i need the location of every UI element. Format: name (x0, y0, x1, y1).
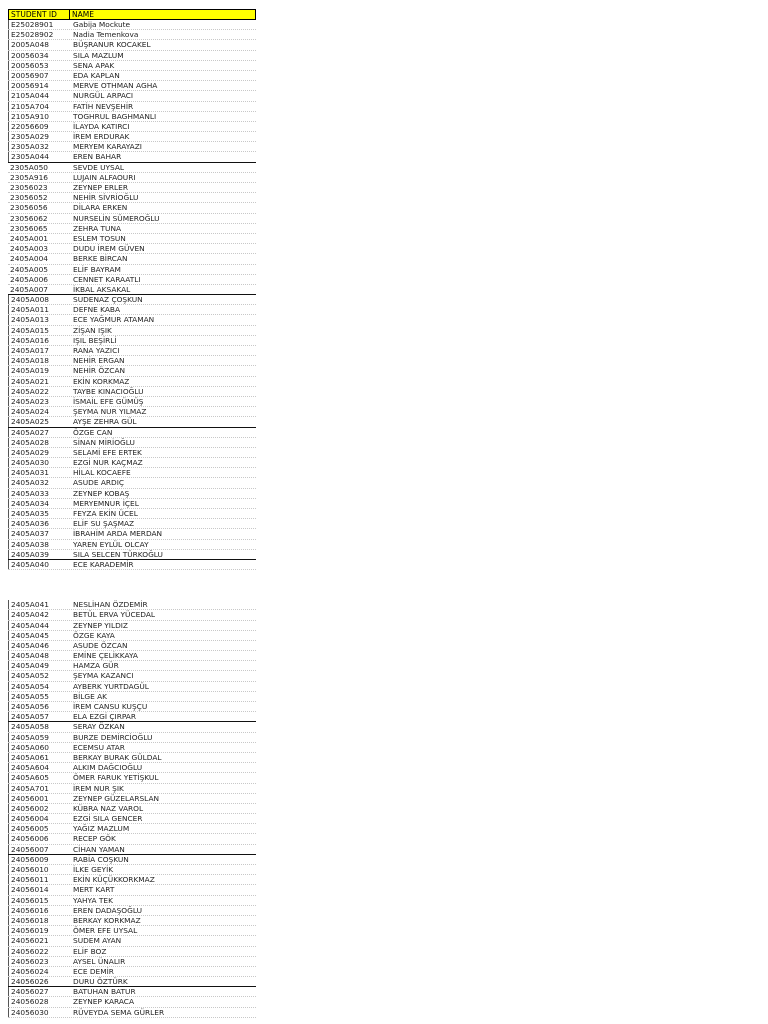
student-id-cell: 2405A039 (8, 550, 71, 559)
table-row (8, 926, 256, 936)
student-id-cell: 2405A006 (10, 274, 48, 284)
table-row (8, 896, 256, 906)
student-name-cell: NEHİR SİVRİOĞLU (73, 193, 139, 203)
table-row (8, 285, 256, 295)
table-row (8, 702, 256, 712)
table-row (8, 346, 256, 356)
student-id-cell: 24056010 (8, 865, 71, 874)
student-name-cell: DURU ÖZTÜRK (73, 977, 128, 987)
student-name-cell: ŞEYMA KAZANCI (73, 671, 134, 681)
table-row (8, 865, 256, 875)
table-row (8, 692, 256, 702)
student-id-cell: 2405A013 (8, 315, 71, 324)
student-name-cell: SUDEM AYAN (73, 936, 122, 946)
table-row (8, 295, 256, 305)
table-row (8, 499, 256, 509)
student-name-cell: IŞIL BEŞİRLİ (73, 335, 117, 345)
table-row (8, 773, 256, 783)
student-id-cell: 24056004 (8, 814, 71, 823)
student-name-cell: LUJAIN ALFAOURI (73, 172, 136, 182)
student-id-cell: 24056005 (8, 824, 71, 833)
table-row (8, 845, 256, 855)
table-row (8, 152, 256, 162)
table-row (8, 91, 256, 101)
student-name-cell: ÖMER FARUK YETİŞKUL (73, 773, 159, 783)
student-id-cell: 2405A022 (8, 387, 71, 396)
student-id-cell: 2405A025 (8, 417, 71, 426)
student-id-cell: 2405A056 (8, 702, 71, 711)
student-id-cell: 2405A028 (8, 438, 71, 447)
table-row (8, 489, 256, 499)
table-row (8, 936, 256, 946)
student-id-header: STUDENT ID (9, 10, 70, 19)
table-row (8, 722, 256, 732)
student-group-2 (8, 600, 256, 1018)
table-row (8, 183, 256, 193)
student-name-cell: İREM ERDURAK (73, 132, 130, 142)
student-name-cell: İKBAL AKSAKAL (73, 284, 131, 294)
table-row (8, 448, 256, 458)
student-id-cell: 2405A701 (8, 784, 71, 793)
table-row (8, 336, 256, 346)
student-name-cell: SİNAN MİRİOĞLU (73, 437, 135, 447)
table-row (8, 366, 256, 376)
student-id-cell: 2405A038 (8, 540, 71, 549)
student-name-cell: MERT KART (73, 885, 115, 895)
student-id-cell: 2405A015 (8, 326, 71, 335)
student-name-cell: ELA EZGİ ÇIRPAR (73, 712, 137, 722)
student-group-1 (8, 20, 256, 570)
student-name-cell: NEHİR ERGAN (73, 356, 125, 366)
student-id-cell: 23056052 (10, 193, 48, 203)
student-id-cell: 2405A007 (10, 284, 48, 294)
table-row (8, 550, 256, 560)
table-row (8, 947, 256, 957)
student-id-cell: 2405A034 (8, 499, 71, 508)
table-row (8, 824, 256, 834)
student-id-cell: 24056007 (8, 845, 71, 854)
student-id-cell: 24056014 (8, 885, 71, 894)
table-row (8, 224, 256, 234)
table-row (8, 407, 256, 417)
student-id-cell: 24056023 (8, 957, 71, 966)
student-id-cell: E25028901 (8, 20, 71, 29)
table-row (8, 478, 256, 488)
table-row (8, 458, 256, 468)
student-id-cell: 2405A058 (8, 722, 71, 731)
student-name-cell: BATUHAN BATUR (73, 987, 136, 997)
student-name-cell: ASUDE ARDIÇ (73, 478, 125, 488)
student-name-cell: ZİŞAN IŞIK (73, 325, 112, 335)
student-name-cell: İLKE GEYİK (73, 865, 114, 874)
student-id-cell: 24056019 (8, 926, 71, 935)
student-id-cell: 24056009 (8, 855, 71, 864)
student-name-cell: BERKAY BURAK GÜLDAL (73, 752, 162, 762)
student-name-cell: ZEYNEP GÜZELARSLAN (73, 793, 160, 803)
student-id-cell: 2405A016 (8, 336, 71, 345)
student-name-cell: TAYBE KINACIOĞLU (73, 386, 144, 396)
student-id-cell: 24056002 (8, 804, 71, 813)
student-id-cell: 2405A044 (8, 621, 71, 630)
student-name-cell: EDA KAPLAN (73, 70, 120, 80)
student-name-cell: FEYZA EKİN ÜCEL (73, 509, 138, 518)
table-row (8, 529, 256, 539)
student-id-cell: 2405A033 (8, 489, 71, 498)
student-name-cell: EZGİ SILA GENCER (73, 814, 143, 824)
table-row (8, 753, 256, 763)
table-row (8, 387, 256, 397)
student-id-cell: E25028902 (8, 30, 71, 39)
student-name-cell: NURSELİN SÜMEROĞLU (73, 213, 160, 223)
student-name-cell: ALKIM DAĞCIOĞLU (73, 763, 143, 773)
student-id-cell: 24056028 (8, 997, 71, 1006)
table-row (8, 203, 256, 213)
student-id-cell: 24056018 (8, 916, 71, 925)
student-name-cell: ESLEM TOSUN (73, 233, 126, 243)
student-name-cell: ELİF BOZ (73, 946, 107, 956)
student-id-cell: 2405A031 (8, 468, 71, 477)
student-name-cell: ELİF BAYRAM (73, 264, 121, 274)
student-name-cell: BİLGE AK (73, 691, 108, 701)
student-id-cell: 2405A005 (10, 264, 48, 274)
table-row (8, 916, 256, 926)
student-name-cell: ÖZGE KAYA (73, 630, 115, 640)
student-id-cell: 2405A052 (8, 671, 71, 680)
student-name-cell: SENA APAK (73, 60, 115, 70)
table-row (8, 600, 256, 610)
student-name-cell: HİLAL KOCAEFE (73, 468, 131, 478)
student-id-cell: 20056914 (8, 81, 71, 90)
student-id-cell: 2405A019 (8, 366, 71, 375)
student-name-cell: BURZE DEMİRCİOĞLU (73, 732, 153, 742)
table-row (8, 540, 256, 550)
student-name-cell: ECEMSU ATAR (73, 742, 125, 752)
student-id-cell: 2305A050 (10, 162, 48, 172)
table-header (8, 9, 256, 20)
student-name-cell: RÜVEYDA SEMA GÜRLER (73, 1007, 165, 1017)
table-row (8, 977, 256, 987)
table-row (8, 631, 256, 641)
table-row (8, 468, 256, 478)
student-id-cell: 23056062 (10, 213, 48, 223)
student-id-cell: 2405A018 (8, 356, 71, 365)
student-name-cell: YAREN EYLÜL OLCAY (73, 539, 149, 549)
student-id-cell: 2405A023 (8, 397, 71, 406)
table-row (8, 122, 256, 132)
student-name-cell: SERAY ÖZKAN (73, 722, 125, 732)
student-name-cell: İREM NUR ŞIK (73, 783, 124, 793)
student-name-cell: NURGÜL ARPACI (73, 91, 134, 101)
student-name-cell: BERKAY KORKMAZ (73, 915, 141, 925)
student-id-cell: 24056021 (8, 936, 71, 945)
table-row (8, 142, 256, 152)
student-id-cell: 2405A604 (8, 763, 71, 772)
table-row (8, 214, 256, 224)
student-id-cell: 24056016 (8, 906, 71, 915)
table-row (8, 712, 256, 722)
table-row (8, 315, 256, 325)
student-name-cell: NESLİHAN ÖZDEMİR (73, 600, 148, 610)
student-id-cell: 2405A029 (8, 448, 71, 457)
table-row (8, 417, 256, 427)
student-id-cell: 2305A916 (10, 172, 48, 182)
student-id-cell: 2405A017 (8, 346, 71, 355)
table-row (8, 112, 256, 122)
student-name-cell: SILA SELCEN TÜRKOĞLU (73, 549, 163, 559)
student-id-cell: 24056026 (8, 977, 71, 986)
student-id-cell: 2405A037 (8, 529, 71, 538)
student-id-cell: 2405A059 (8, 733, 71, 742)
table-row (8, 997, 256, 1007)
table-row (8, 20, 256, 30)
table-row (8, 438, 256, 448)
table-row (8, 957, 256, 967)
student-id-cell: 2405A004 (10, 254, 48, 264)
table-row (8, 682, 256, 692)
student-name-cell: CİHAN YAMAN (73, 844, 125, 854)
student-name-cell: İREM CANSU KUŞÇU (73, 702, 148, 711)
table-row (8, 30, 256, 40)
table-row (8, 1008, 256, 1018)
student-id-cell: 2405A061 (8, 753, 71, 762)
table-row (8, 661, 256, 671)
student-id-cell: 2405A041 (8, 600, 71, 609)
student-name-cell: ÖMER EFE UYSAL (73, 926, 138, 936)
table-row (8, 509, 256, 519)
student-name-cell: HAMZA GÜR (73, 661, 119, 671)
student-name-cell: YAĞIZ MAZLUM (73, 824, 130, 834)
student-name-cell: RABİA COŞKUN (73, 854, 129, 864)
student-name-cell: YAHYA TEK (73, 895, 113, 905)
table-row (8, 794, 256, 804)
student-id-cell: 20056053 (8, 61, 71, 70)
student-name-cell: KÜBRA NAZ VAROL (73, 803, 144, 813)
student-name-cell: SUDENAZ ÇOŞKUN (73, 295, 143, 305)
student-name-cell: RECEP GÖK (73, 834, 116, 844)
table-row (8, 71, 256, 81)
student-name-cell: ECE KARADEMİR (73, 559, 134, 569)
student-name-cell: DUDU İREM GÜVEN (73, 244, 145, 254)
table-row (8, 377, 256, 387)
student-id-cell: 24056024 (8, 967, 71, 976)
student-name-cell: EREN DADAŞOĞLU (73, 905, 142, 915)
student-name-cell: Gabija Mockute (73, 20, 131, 29)
student-id-cell: 2405A040 (8, 560, 71, 569)
student-id-cell: 2405A036 (8, 519, 71, 528)
student-name-cell: AYŞE ZEHRA GÜL (73, 417, 137, 427)
table-row (8, 875, 256, 885)
student-name-cell: MERYEMNUR İÇEL (73, 498, 139, 508)
table-row (8, 834, 256, 844)
student-id-cell: 2305A029 (8, 132, 71, 141)
student-name-cell: DİLARA ERKEN (73, 203, 128, 213)
student-name-cell: AYSEL ÜNALIR (73, 956, 126, 966)
student-id-cell: 24056011 (8, 875, 71, 884)
student-name-cell: NEHİR ÖZCAN (73, 366, 126, 376)
table-row (8, 254, 256, 264)
student-name-cell: MERYEM KARAYAZI (73, 142, 142, 152)
table-row (8, 804, 256, 814)
student-list-sheet (8, 9, 256, 1018)
student-name-cell: AYBERK YURTDAGÜL (73, 681, 149, 691)
student-name-cell: EZGİ NUR KAÇMAZ (73, 458, 143, 468)
student-id-cell: 22056609 (8, 122, 71, 131)
table-row (8, 61, 256, 71)
table-row (8, 428, 256, 438)
student-name-cell: İBRAHİM ARDA MERDAN (73, 529, 163, 539)
student-name-cell: ZEYNEP YILDIZ (73, 620, 128, 630)
table-row (8, 244, 256, 254)
student-id-cell: 20056907 (8, 71, 71, 80)
student-id-cell: 23056065 (10, 223, 48, 233)
table-row (8, 397, 256, 407)
student-id-cell: 2105A704 (8, 102, 71, 111)
student-name-cell: ECE DEMİR (73, 966, 114, 976)
table-row (8, 132, 256, 142)
table-row (8, 51, 256, 61)
student-id-cell: 2405A055 (8, 692, 71, 701)
student-name-cell: EKİN KÜÇÜKKORKMAZ (73, 875, 155, 885)
student-name-cell: BÜŞRANUR KOCAKEL (73, 40, 151, 50)
table-row (8, 814, 256, 824)
student-id-cell: 2405A030 (8, 458, 71, 467)
student-id-cell: 2105A044 (8, 91, 71, 100)
table-row (8, 265, 256, 275)
table-row (8, 356, 256, 366)
student-id-cell: 2405A001 (10, 233, 48, 243)
table-row (8, 560, 256, 570)
student-name-cell: ECE YAĞMUR ATAMAN (73, 315, 155, 325)
student-id-cell: 24056006 (8, 834, 71, 843)
student-name-cell: ZEYNEP ERLER (73, 183, 128, 192)
student-name-cell: SILA MAZLUM (73, 50, 124, 60)
student-id-cell: 24056015 (8, 896, 71, 905)
table-row (8, 906, 256, 916)
page-gap (8, 570, 256, 600)
student-id-cell: 2105A910 (8, 112, 71, 121)
table-row (8, 621, 256, 631)
student-name-cell: SEVDE UYSAL (73, 162, 125, 172)
student-name-cell: İLAYDA KATIRCI (73, 121, 130, 131)
table-row (8, 193, 256, 203)
student-name-cell: BETÜL ERVA YÜCEDAL (73, 610, 156, 620)
table-row (8, 784, 256, 794)
student-name-cell: Nadia Temenkova (73, 30, 139, 40)
student-name-cell: EKİN KORKMAZ (73, 376, 130, 386)
student-name-cell: ZEHRA TUNA (73, 223, 122, 233)
student-name-cell: EREN BAHAR (73, 152, 122, 162)
table-row (8, 763, 256, 773)
student-name-cell: TOGHRUL BAGHMANLI (73, 111, 157, 121)
student-id-cell: 2405A605 (8, 773, 71, 782)
table-row (8, 173, 256, 183)
table-row (8, 641, 256, 651)
table-row (8, 275, 256, 285)
student-id-cell: 2405A035 (8, 509, 71, 518)
student-id-cell: 2405A045 (8, 631, 71, 640)
table-row (8, 326, 256, 336)
student-name-cell: ÖZGE CAN (73, 427, 113, 437)
student-id-cell: 2405A027 (8, 428, 71, 437)
student-id-cell: 2405A048 (8, 651, 71, 660)
table-row (8, 885, 256, 895)
table-row (8, 733, 256, 743)
table-row (8, 610, 256, 620)
student-name-cell: ELİF SU ŞAŞMAZ (73, 519, 135, 529)
table-row (8, 40, 256, 50)
table-row (8, 987, 256, 997)
student-id-cell: 2405A032 (8, 478, 71, 487)
student-id-cell: 24056030 (8, 1008, 71, 1017)
student-name-cell: RANA YAZICI (73, 346, 120, 355)
student-id-cell: 2405A011 (8, 305, 71, 314)
table-row (8, 967, 256, 977)
student-name-cell: CENNET KARAATLI (73, 274, 141, 284)
student-id-cell: 2005A048 (8, 40, 71, 49)
student-id-cell: 2405A008 (8, 295, 71, 304)
student-id-cell: 23056056 (10, 203, 48, 213)
student-id-cell: 24056027 (8, 987, 71, 996)
student-name-cell: MERVE OTHMAN AGHA (73, 81, 158, 91)
student-name-cell: ASUDE ÖZCAN (73, 640, 128, 650)
student-id-cell: 2305A044 (8, 152, 71, 161)
student-id-cell: 2405A003 (10, 244, 48, 254)
student-name-cell: ZEYNEP KARACA (73, 997, 135, 1007)
student-id-cell: 24056022 (8, 947, 71, 956)
student-name-cell: SELAMİ EFE ERTEK (73, 447, 142, 457)
student-id-cell: 2405A057 (8, 712, 71, 721)
student-id-cell: 2405A024 (8, 407, 71, 416)
table-row (8, 743, 256, 753)
student-id-cell: 2305A032 (8, 142, 71, 151)
table-row (8, 102, 256, 112)
student-id-cell: 2405A060 (8, 743, 71, 752)
student-id-cell: 23056023 (10, 183, 48, 192)
student-name-cell: İSMAİL EFE GÜMÜŞ (73, 396, 144, 406)
table-row (8, 234, 256, 244)
table-row (8, 671, 256, 681)
student-id-cell: 20056034 (8, 51, 71, 60)
table-row (8, 81, 256, 91)
table-row (8, 651, 256, 661)
student-name-cell: DEFNE KABA (73, 305, 121, 315)
student-id-cell: 2405A042 (8, 610, 71, 619)
student-name-cell: ŞEYMA NUR YILMAZ (73, 407, 147, 417)
student-id-cell: 24056001 (8, 794, 71, 803)
student-name-cell: BERKE BİRCAN (73, 254, 128, 264)
table-row (8, 855, 256, 865)
table-row (8, 163, 256, 173)
student-name-cell: ZEYNEP KOBAŞ (73, 488, 130, 498)
student-id-cell: 2405A054 (8, 682, 71, 691)
student-name-cell: EMİNE ÇELİKKAYA (73, 651, 138, 661)
student-id-cell: 2405A046 (8, 641, 71, 650)
table-row (8, 305, 256, 315)
student-id-cell: 2405A049 (8, 661, 71, 670)
name-header: NAME (72, 10, 94, 19)
table-row (8, 519, 256, 529)
student-name-cell: FATİH NEVŞEHİR (73, 101, 134, 111)
student-id-cell: 2405A021 (8, 377, 71, 386)
